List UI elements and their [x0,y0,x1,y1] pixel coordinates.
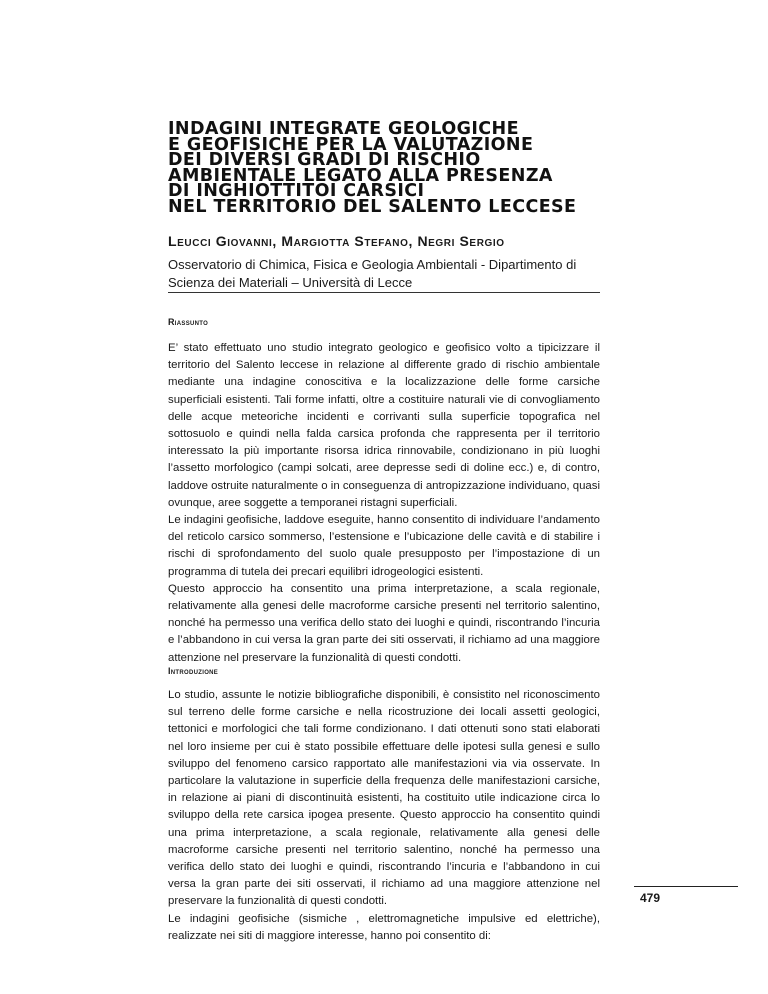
introduzione-heading: Introduzione [168,666,219,676]
author-list: Leucci Giovanni, Margiotta Stefano, Negri Sergio [168,233,505,249]
title-line: INDAGINI INTEGRATE GEOLOGICHE [168,119,519,139]
introduzione-paragraph: Lo studio, assunte le notizie bibliografiche disponibili, è consistito nel riconoscimento sul terreno delle forme carsiche e nella ricostruzione dei locali assetti geologici, tettonici e morfologici che tali forme condizionano. I dati ottenuti sono stati elaborati nel loro insieme per cui è stato possibile effettuare delle ipotesi sulla genesi e sullo sviluppo del fenomeno carsico rapportato alle manifestazioni via via osservate. In particolare la valutazione in superficie della frequenza delle manifestazioni carsiche, in relazione ai piani di discontinuità esistenti, ha costituito utile indicazione circa lo sviluppo della rete carsica ipogea presente. Questo approccio ha consentito quindi una prima interpretazione, a scala regionale, relativamente alla genesi delle macroforme carsiche presenti nel territorio salentino, nonché ha permesso una verifica dello stato dei luoghi e quindi, riscontrando l’incuria e l’abbandono in cui versa la gran parte dei siti osservati, il richiamo ad una maggiore attenzione nel preservare la funzionalità di questi condotti. [168,689,600,908]
title-line: NEL TERRITORIO DEL SALENTO LECCESE [168,196,577,217]
title-line: DEI DIVERSI GRADI DI RISCHIO [168,150,481,171]
title-line: AMBIENTALE LEGATO ALLA PRESENZA [168,165,553,186]
riassunto-section [168,340,600,667]
riassunto-paragraph: E’ stato effettuato uno studio integrato geologico e geofisico volto a tipicizzare il territorio del Salento leccese in relazione al differente grado di rischio ambientale mediante una indagine conoscitiva e la localizzazione delle forme carsiche superficiali esistenti. Tali forme infatti, oltre a costituire naturali vie di convogliamento delle acque meteoriche incidenti e corrivanti sulla superficie topografica nel sottosuolo e quindi nella falda carsica profonda che rappresenta per il territorio interessato la più importante risorsa idrica rinnovabile, condizionano in più luoghi l’assetto morfologico (campi solcati, aree depresse sedi di doline ecc.) e, di contro, laddove ostruite naturalmente o in conseguenza di antropizzazione individuano, quasi ovunque, aree soggette a temporanei ristagni superficiali. [168,342,600,509]
introduzione-section [168,687,600,945]
riassunto-heading: Riassunto [168,317,209,327]
page-number-rule [634,886,738,887]
riassunto-paragraph: Le indagini geofisiche, laddove eseguite, hanno consentito di individuare l’andamento del reticolo carsico sommerso, l’estensione e l’ubicazione delle cavità e di stabilire i rischi di sprofondamento del suolo quale presupposto per l’impostazione di un programma di tutela dei precari equilibri idrogeologici esistenti. [168,514,600,578]
riassunto-paragraph: Questo approccio ha consentito una prima interpretazione, a scala regionale, relativamente alla genesi delle macroforme carsiche presenti nel territorio salentino, nonché ha permesso una verifica dello stato dei luoghi e quindi, riscontrando l’incuria e l’abbandono in cui versa la gran parte dei siti osservati, il richiamo ad una maggiore attenzione nel preservare la funzionalità di questi condotti. [168,582,600,664]
affiliation-divider [168,292,600,293]
title-line: E GEOFISICHE PER LA VALUTAZIONE [168,134,534,155]
author-affiliation: Osservatorio di Chimica, Fisica e Geologia Ambientali - Dipartimento di Scienza dei Materiali – Università di Lecce [168,257,577,290]
title-line: DI INGHIOTTITOI CARSICI [168,181,425,202]
article-title [168,119,608,217]
page-number: 479 [640,891,661,905]
introduzione-paragraph: Le indagini geofisiche (sismiche , elettromagnetiche impulsive ed elettriche), realizzate nei siti di maggiore interesse, hanno poi consentito di: [168,912,600,942]
